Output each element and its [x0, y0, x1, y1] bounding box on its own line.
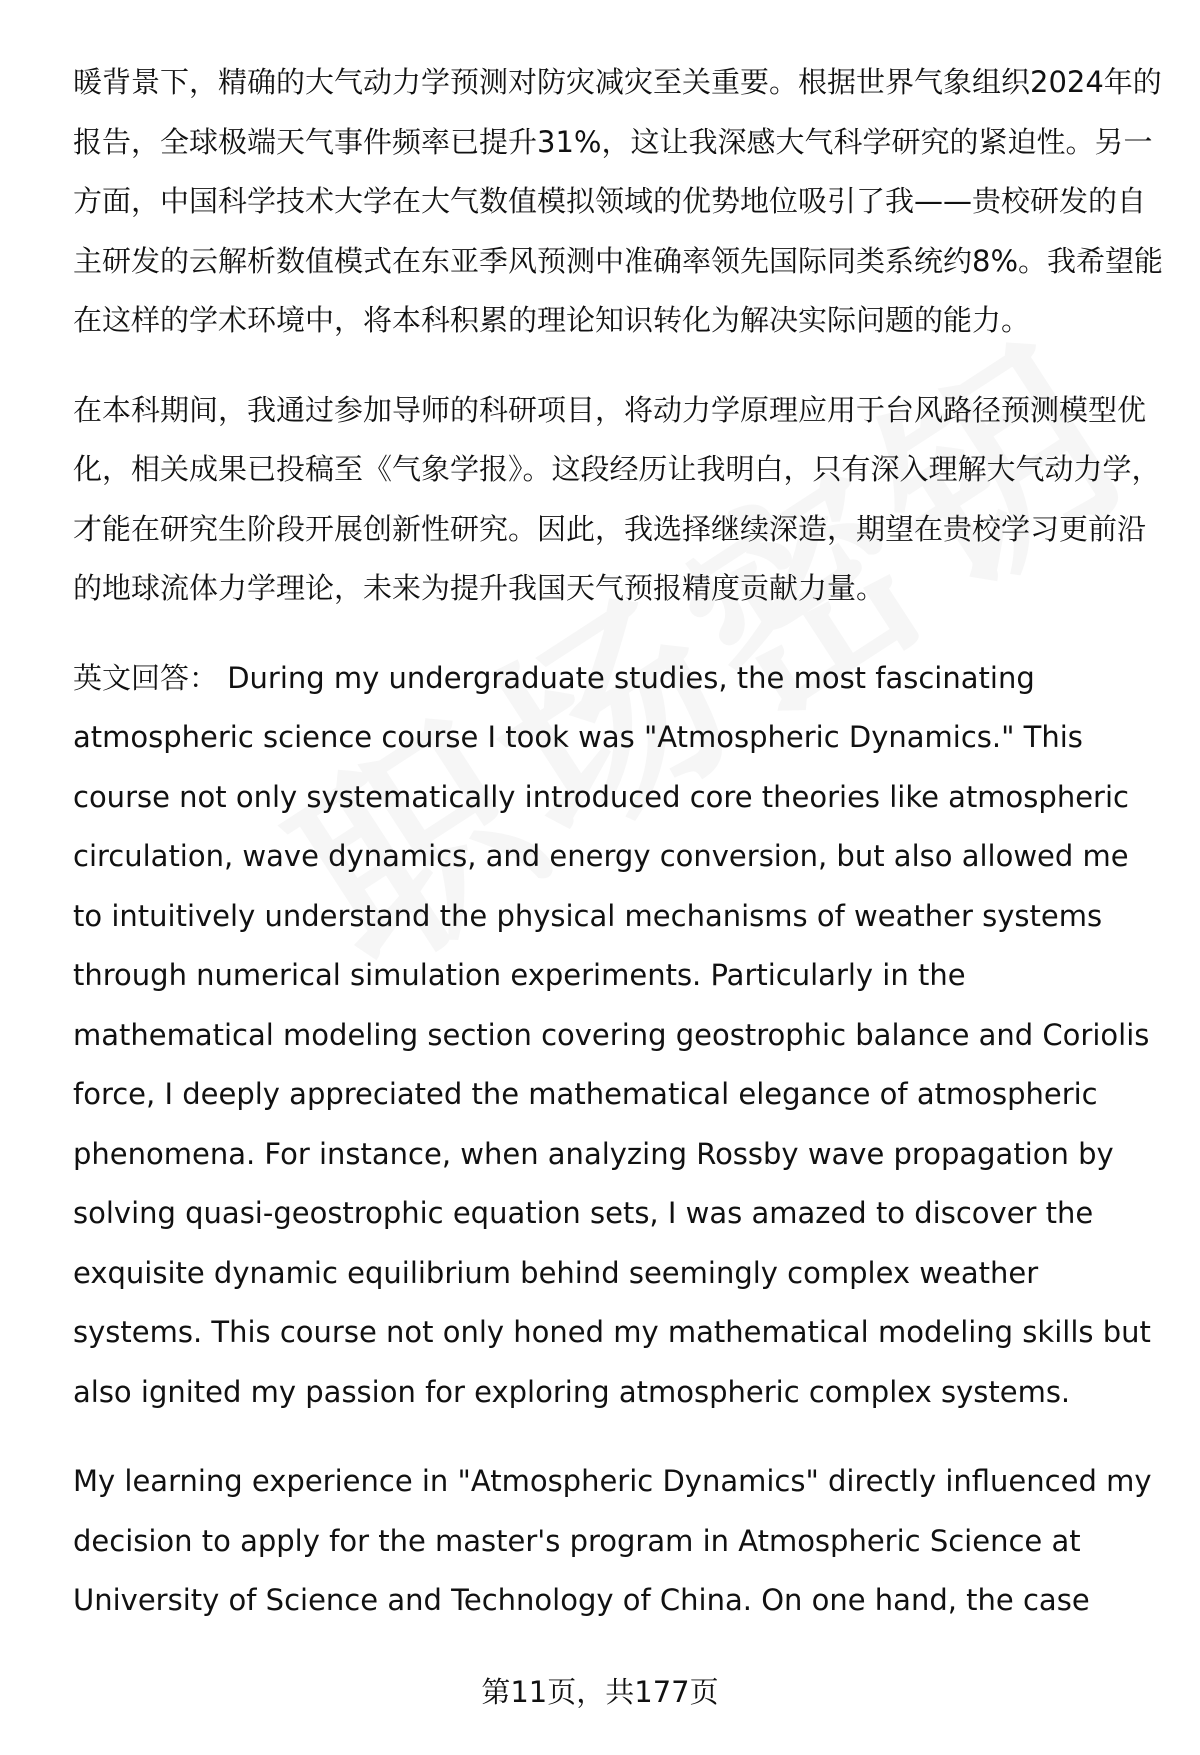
- page-number-footer: 第11页，共177页: [481, 1675, 719, 1709]
- paragraph-research-experience: 在本科期间，我通过参加导师的科研项目，将动力学原理应用于台风路径预测模型优化，相关成果已投稿至《气象学报》。这段经历让我明白，只有深入理解大气动力学，才能在研究生阶段开展创新性研究。因此，我选择继续深造，期望在贵校学习更前沿的地球流体力学理论，未来为提升我国天气预报精度贡献力量。: [73, 392, 1161, 605]
- paragraph-english-answer: 英文回答： During my undergraduate studies, the most fascinating atmospheric science course I took was "Atmospheric Dynamics." This course not only systematically introduced core theories like atmospheric circulation, wave dynamics, and energy conversion, but also allowed me to intuitively understand the physical mechanisms of weather systems through numerical simulation experiments. Particularly in the mathematical modeling section covering geostrophic balance and Coriolis force, I deeply appreciated the mathematical elegance of atmospheric phenomena. For instance, when analyzing Rossby wave propagation by solving quasi-geostrophic equation sets, I was amazed to discover the exquisite dynamic equilibrium behind seemingly complex weather systems. This course not only honed my mathematical modeling skills but also ignited my passion for exploring atmospheric complex systems.: [73, 660, 1151, 1409]
- document-body: [73, 53, 1163, 1631]
- paragraph-english-continuation: My learning experience in "Atmospheric Dynamics" directly influenced my decision to apply for the master's program in Atmospheric Science at University of Science and Technology of China. On one hand, the case: [73, 1464, 1152, 1617]
- paragraph-motivation: 暖背景下，精确的大气动力学预测对防灾减灾至关重要。根据世界气象组织2024年的报告，全球极端天气事件频率已提升31%，这让我深感大气科学研究的紧迫性。另一方面，中国科学技术大学在大气数值模拟领域的优势地位吸引了我——贵校研发的自主研发的云解析数值模式在东亚季风预测中准确率领先国际同类系统约8%。我希望能在这样的学术环境中，将本科积累的理论知识转化为解决实际问题的能力。: [73, 65, 1164, 337]
